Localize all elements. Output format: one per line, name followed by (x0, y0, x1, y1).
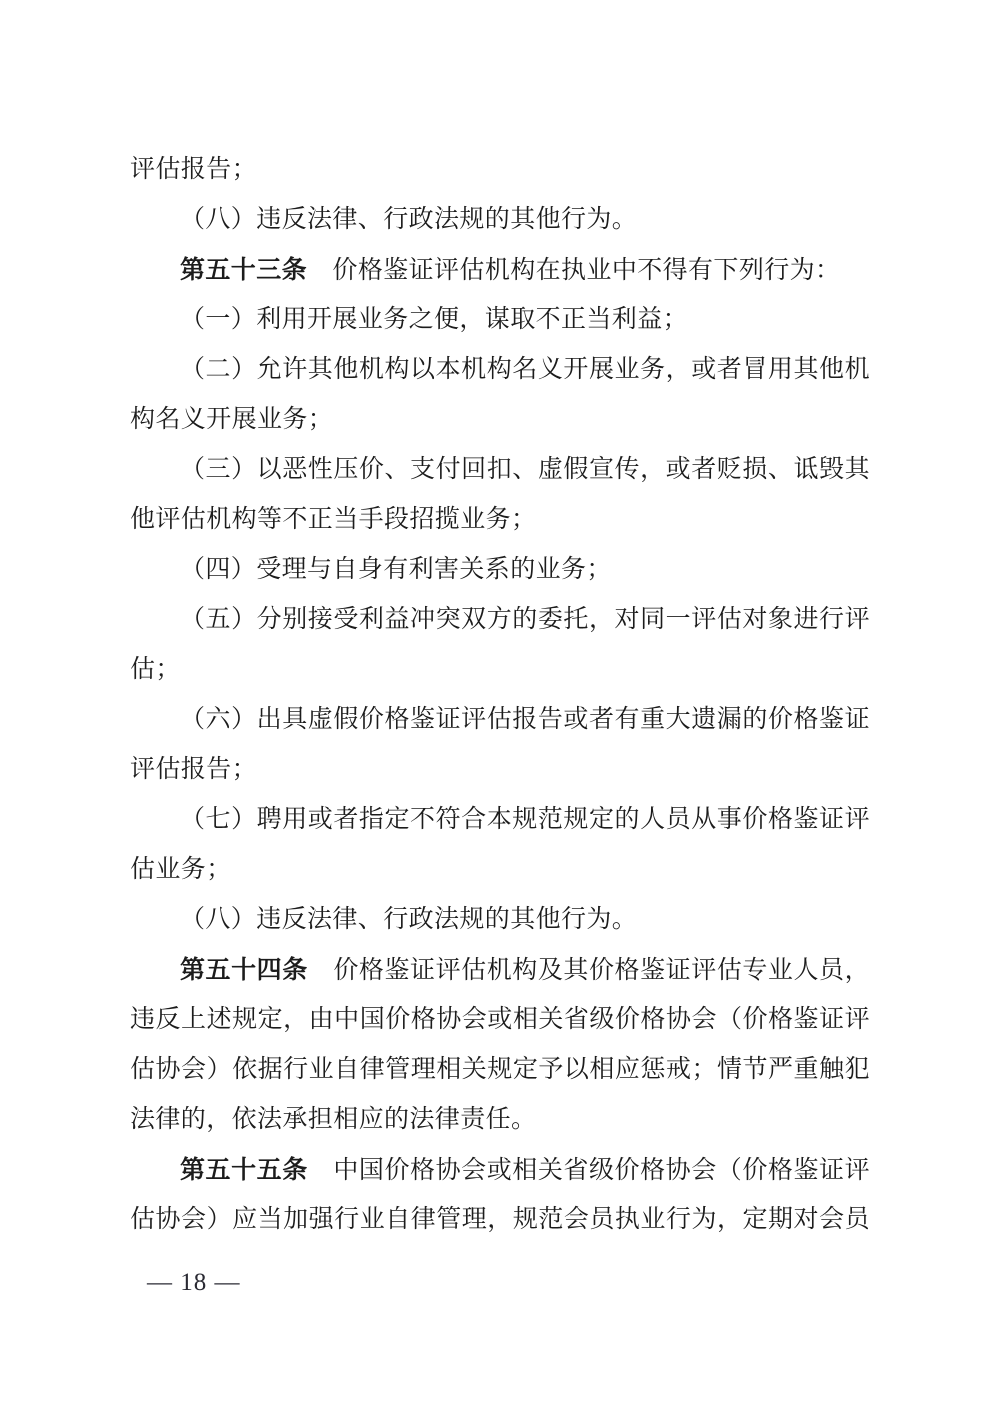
line-text: （七）聘用或者指定不符合本规范规定的人员从事价格鉴证评 (180, 806, 870, 833)
text-line (130, 1095, 870, 1145)
line-text: 估业务； (130, 856, 232, 883)
text-line (130, 695, 870, 745)
text-line (130, 1195, 870, 1245)
line-text: 他评估机构等不正当手段招揽业务； (130, 506, 537, 533)
line-text: （四）受理与自身有利害关系的业务； (180, 556, 612, 583)
text-line (130, 1045, 870, 1095)
text-line (130, 495, 870, 545)
text-line (130, 145, 870, 195)
text-line (130, 195, 870, 245)
line-text: （三）以恶性压价、支付回扣、虚假宣传，或者贬损、诋毁其 (180, 456, 870, 483)
text-line (130, 445, 870, 495)
document-body (130, 145, 870, 1245)
text-line (130, 295, 870, 345)
line-text: 价格鉴证评估机构在执业中不得有下列行为： (307, 257, 841, 284)
text-line (130, 345, 870, 395)
line-text: 估协会）应当加强行业自律管理，规范会员执业行为，定期对会员 (130, 1206, 870, 1233)
text-line (130, 645, 870, 695)
line-text: 中国价格协会或相关省级价格协会（价格鉴证评 (307, 1157, 870, 1184)
article-number: 第五十三条 (180, 256, 308, 284)
line-text: （五）分别接受利益冲突双方的委托，对同一评估对象进行评 (180, 606, 870, 633)
article-number: 第五十四条 (180, 956, 308, 984)
line-text: 估协会）依据行业自律管理相关规定予以相应惩戒；情节严重触犯 (130, 1056, 870, 1083)
line-text: （一）利用开展业务之便，谋取不正当利益； (180, 306, 689, 333)
text-line (130, 245, 870, 295)
line-text: 构名义开展业务； (130, 406, 334, 433)
text-line (130, 945, 870, 995)
line-text: 评估报告； (130, 756, 258, 783)
text-line (130, 545, 870, 595)
line-text: 法律的，依法承担相应的法律责任。 (130, 1106, 537, 1133)
line-text: 价格鉴证评估机构及其价格鉴证评估专业人员， (307, 957, 870, 984)
text-line (130, 595, 870, 645)
text-line (130, 795, 870, 845)
text-line (130, 845, 870, 895)
text-line (130, 395, 870, 445)
article-number: 第五十五条 (180, 1156, 308, 1184)
text-line (130, 895, 870, 945)
line-text: 估； (130, 656, 181, 683)
line-text: （二）允许其他机构以本机构名义开展业务，或者冒用其他机 (180, 356, 870, 383)
text-line (130, 745, 870, 795)
line-text: （八）违反法律、行政法规的其他行为。 (180, 206, 638, 233)
line-text: 违反上述规定，由中国价格协会或相关省级价格协会（价格鉴证评 (130, 1006, 870, 1033)
text-line (130, 995, 870, 1045)
text-line (130, 1145, 870, 1195)
line-text: （六）出具虚假价格鉴证评估报告或者有重大遗漏的价格鉴证 (180, 706, 870, 733)
page-number: — 18 — (147, 1269, 241, 1296)
line-text: （八）违反法律、行政法规的其他行为。 (180, 906, 638, 933)
line-text: 评估报告； (130, 156, 258, 183)
